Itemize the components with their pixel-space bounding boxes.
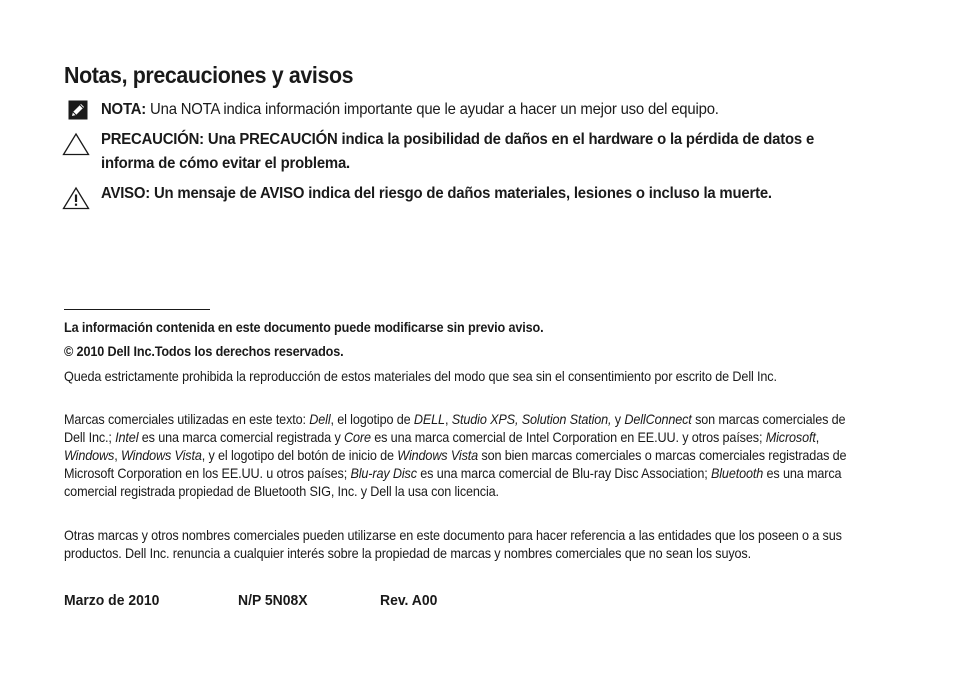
trademark-name: Microsoft [765,430,816,445]
reproduction-notice: Queda estrictamente prohibida la reproducción de estos materiales del modo que sea sin el consentimiento por escrito de Dell Inc. [64,369,777,384]
trademark-text: , el logotipo de [330,412,414,427]
trademark-text: son bien marcas comerciales o marcas comerciales registradas de Microsoft Corporation en los EE.UU. u otros países; [64,448,847,481]
trademark-text: , [114,448,121,463]
trademark-name: Windows [64,448,115,463]
trademark-text: es una marca comercial registrada y [138,430,345,445]
other-trademarks-paragraph: Otras marcas y otros nombres comerciales pueden utilizarse en este documento para hacer referencia a las entidades que los poseen o a sus productos. Dell Inc. renuncia a cualquier interés sobre la propiedad de marcas y nombres comerciales que no sean los suyos. [64,528,842,561]
part-number: N/P 5N08X [238,592,308,609]
warning-notice: AVISO: Un mensaje de AVISO indica del riesgo de daños materiales, lesiones o incluso la muerte. [101,185,772,202]
trademark-name: DELL [413,412,445,427]
trademark-text: es una marca comercial de Intel Corporation en EE.UU. y otros países; [370,430,766,445]
trademarks-paragraph [64,411,859,501]
trademark-name: Windows Vista [397,448,479,463]
trademark-name: Core [344,430,371,445]
trademark-text: es una marca comercial de Blu-ray Disc Association; [416,466,711,481]
trademark-name: Blu-ray Disc [350,466,417,481]
doc-date: Marzo de 2010 [64,592,160,609]
copyright: © 2010 Dell Inc.Todos los derechos reservados. [64,344,344,359]
note-text: Una NOTA indica información importante que le ayudar a hacer un mejor uso del equipo. [146,101,719,118]
trademark-name: Dell [309,412,331,427]
caution-triangle-icon [62,132,90,156]
trademark-text: es una marca comercial registrada propiedad de Bluetooth SIG, Inc. y Dell la usa con licencia. [64,466,842,499]
trademark-text: , [444,412,452,427]
warning-triangle-icon [62,186,90,210]
page-title: Notas, precauciones y avisos [64,62,354,88]
divider [64,309,210,310]
pencil-icon [68,100,88,120]
trademark-text: , y el logotipo del botón de inicio de [201,448,398,463]
trademark-name: Intel [115,430,139,445]
trademark-text: , [815,430,820,445]
note-notice [101,98,836,122]
trademark-name: Studio XPS, Solution Station, [451,412,612,427]
trademark-text: y [611,412,625,427]
info-disclaimer: La información contenida en este documento puede modificarse sin previo aviso. [64,320,544,335]
revision: Rev. A00 [380,592,438,609]
trademark-name: Windows Vista [120,448,202,463]
trademark-text: Marcas comerciales utilizadas en este texto: [64,412,310,427]
caution-notice: PRECAUCIÓN: Una PRECAUCIÓN indica la posibilidad de daños en el hardware o la pérdida de datos e informa de cómo evitar el problema. [101,131,815,172]
note-label: NOTA: [101,101,147,118]
trademark-name: DellConnect [624,412,692,427]
trademark-text: son marcas comerciales de Dell Inc.; [64,412,846,445]
trademark-name: Bluetooth [710,466,764,481]
